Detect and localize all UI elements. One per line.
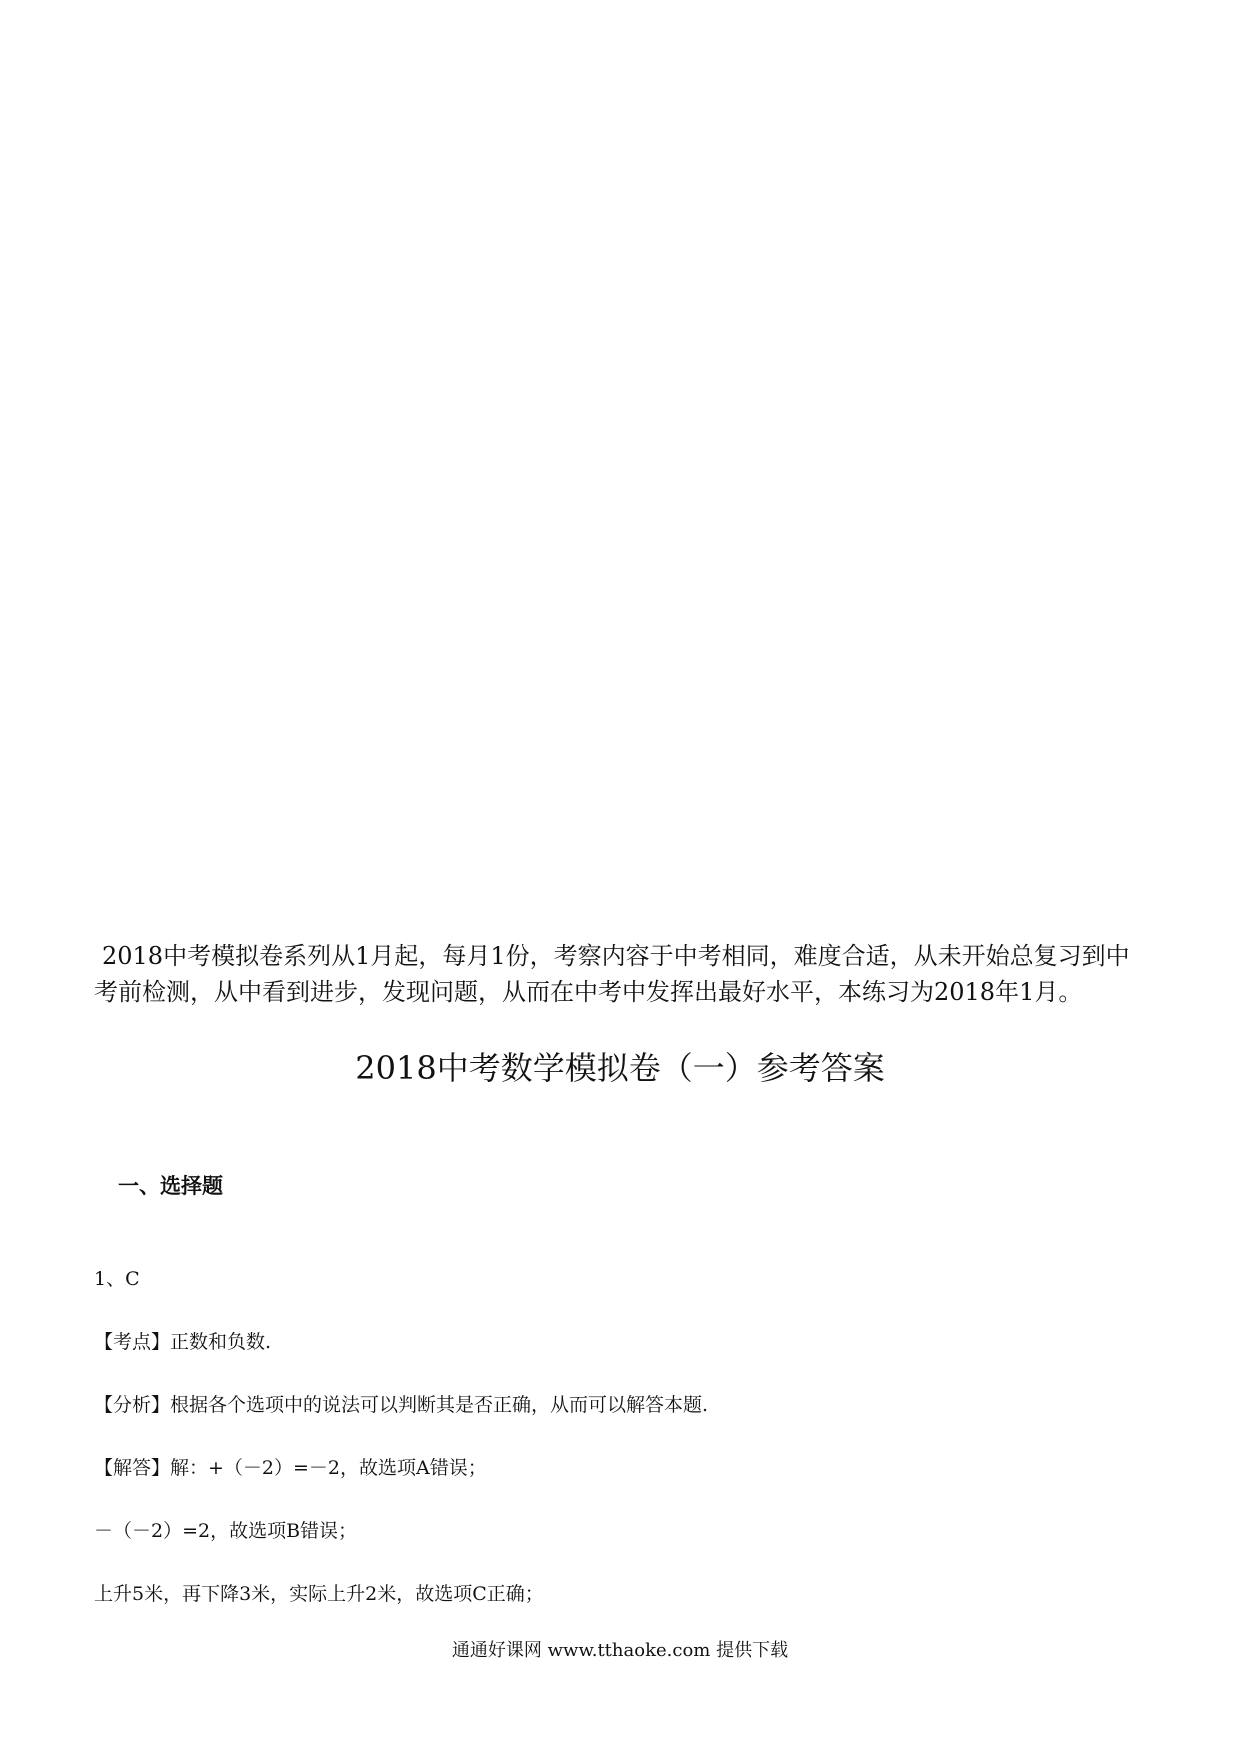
answer-line: 1、C bbox=[94, 1268, 140, 1290]
document-title: 2018中考数学模拟卷（一）参考答案 bbox=[355, 1049, 885, 1087]
solution-line: －（－2）=2，故选项B错误； bbox=[94, 1520, 358, 1542]
section-heading: 一、选择题 bbox=[118, 1174, 223, 1198]
page-footer: 通通好课网 www.tthaoke.com 提供下载 bbox=[451, 1640, 789, 1661]
solution-line: 上升5米，再下降3米，实际上升2米，故选项C正确； bbox=[94, 1583, 544, 1605]
topic-line: 【考点】正数和负数. bbox=[94, 1331, 272, 1353]
solution-line: 【解答】解：+（－2）=－2，故选项A错误； bbox=[94, 1457, 487, 1479]
intro-paragraph: 2018中考模拟卷系列从1月起，每月1份，考察内容于中考相同，难度合适，从未开始总复习到中考前检测，从中看到进步，发现问题，从而在中考中发挥出最好水平，本练习为2018年1月。 bbox=[94, 942, 1130, 1006]
analysis-line: 【分析】根据各个选项中的说法可以判断其是否正确，从而可以解答本题. bbox=[94, 1394, 709, 1416]
